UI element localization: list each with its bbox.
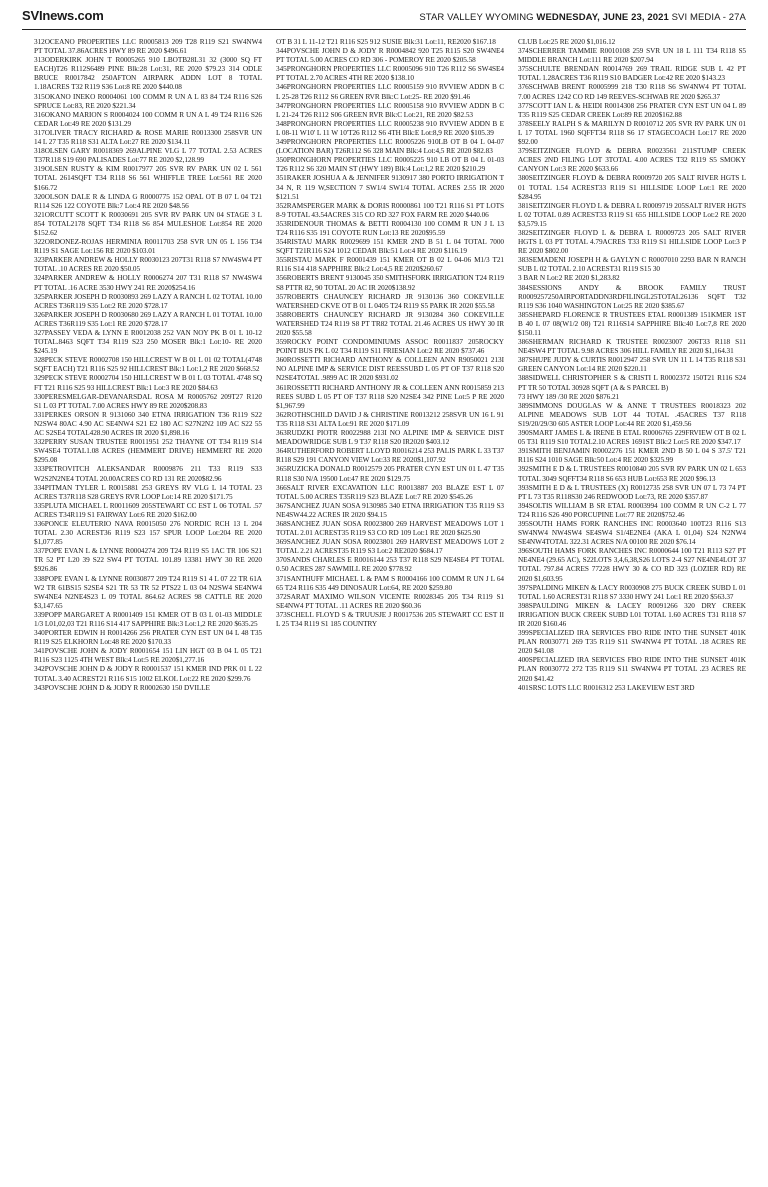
tax-listing-entry: 345PRONGHORN PROPERTIES LLC R0005096 910 T26 R112 S6 SW4SE4 PT TOTAL 2.70 ACRES 4TH RE 2020 $138.10 <box>276 65 504 83</box>
tax-listing-entry: 312OCEANO PROPERTIES LLC R0005813 209 T28 R119 S21 SW4NW4 PT TOTAL 37.86ACRES HWY 89 RE 2020 $496.61 <box>34 38 262 56</box>
tax-listing-entry: 368SANCHEZ JUAN SOSA R0023800 269 HARVEST MEADOWS LOT 1 TOTAL 2.01 ACREST35 R119 S3 CO RD 109 Lot:1 RE 2020 $625.90 <box>276 519 504 538</box>
tax-listing-entry: 328PECK STEVE R0002708 150 HILLCREST W B 01 L 01 02 TOTAL(4748 SQFT EACH) T21 R116 S25 92 HILLCREST Blk:1 Lot:1,2 RE 2020 $668.52 <box>34 356 262 374</box>
tax-listing-entry: 329PECK STEVE R0002704 150 HILLCREST W B 01 L 03 TOTAL 4748 SQ FT T21 R116 S25 93 HILLCREST Blk:1 Lot:3 RE 2020 $84.63 <box>34 374 262 392</box>
tax-listing-entry: 351RAKER JOSHUA A & JENNIFER 9130917 380 PORTO IRRIGATION T 34 N, R 119 W,SECTION 7 SW1/4 SW1/4 TOTAL ACRES 2.55 IR 2020 $121.51 <box>276 174 504 201</box>
tax-listing-entry: 371SANTHUFF MICHAEL L & PAM S R0004166 100 COMM R UN J L 64 65 T24 R116 S35 449 DINOSAUR Lot:64, RE 2020 $259.80 <box>276 574 504 592</box>
tax-listing-entry: 319OLSEN RUSTY & KIM R0017977 205 SVR RV PARK UN 02 L 561 TOTAL 2614SQFT T34 R118 S6 561 WHIFFLE TREE Lot:561 RE 2020 $166.72 <box>34 165 262 192</box>
tax-listing-entry: 390SMART JAMES L & IRENE B ETAL R0006765 229FRVIEW OT B 02 L 05 T31 R119 S10 TOTAL2.10 ACRES 1691ST Blk:2 Lot:5 RE 2020 $347.17 <box>518 429 746 447</box>
tax-listing-entry: 337POPE EVAN L & LYNNE R0004274 209 T24 R119 S5 1AC TR 106 S21 TR 52 PT L20 39 S22 SW4 PT TOTAL 101.89 13381 HWY 30 RE 2020 $926.86 <box>34 547 262 574</box>
tax-listing-entry: 379SEITZINGER FLOYD & DEBRA R0023561 211STUMP CREEK ACRES 2ND FILING LOT 3TOTAL 4.00 ACRES T32 R119 S5 SMOKY CANYON Lot:3 RE 2020 $633.66 <box>518 147 746 174</box>
tax-listing-entry: 323PARKER ANDREW & HOLLY R0030123 207T31 R118 S7 NW4SW4 PT TOTAL .10 ACRES RE 2020 $50.05 <box>34 256 262 274</box>
tax-listing-entry: 366SALT RIVER EXCAVATION LLC R0013887 203 BLAZE EST L 07 TOTAL 5.00 ACRES T35R119 S23 BLAZE Lot:7 RE 2020 $545.26 <box>276 483 504 501</box>
tax-listing-entry: 332PERRY SUSAN TRUSTEE R0011951 252 THAYNE OT T34 R119 S14 SW4SE4 TOTAL1.08 ACRES (HEMMERT DRIVE) HEMMERT RE 2020 $295.08 <box>34 438 262 465</box>
tax-listing-entry: 360ROSSETTI RICHARD ANTHONY & COLLEEN ANN R9050021 213I NO ALPINE IMP & SERVICE DIST REESSUBD L 05 PT OF T37 R118 S20 N2SE4TOTAL .9899 AC IR 2020 $931.02 <box>276 356 504 383</box>
tax-listing-entry: 372SARAT MAXIMO WILSON VICENTE R0028345 205 T34 R119 S1 SE4NW4 PT TOTAL .11 ACRES RE 2020 $60.36 <box>276 592 504 610</box>
tax-listing-entry: 375SCHULTE BRENDAN R0014769 269 TRAIL RIDGE SUB L 42 PT TOTAL 1.28ACRES T36 R119 S10 BADGER Lot:42 RE 2020 $143.23 <box>518 65 746 83</box>
tax-listing-entry: 333PETROVITCH ALEKSANDAR R0009876 211 T33 R119 S33 W2S2N2NE4 TOTAL 20.00ACRES CO RD 131 RE 2020$82.96 <box>34 465 262 483</box>
tax-listing-entry: 385SHEPARD FLORENCE R TRUSTEES ETAL R0001389 151KMER 1ST B 40 L 07 08(W1/2 08) T21 R116S14 SAPPHIRE Blk:40 Lot:7,8 RE 2020 $150.11 <box>518 310 746 337</box>
tax-listing-entry: 383SEMADENI JOSEPH H & GAYLYN C R0007010 2293 BAR N RANCH SUB L 02 TOTAL 2.10 ACREST31 R119 S15 30 <box>518 256 746 274</box>
tax-listing-entry: 357ROBERTS CHAUNCEY RICHARD JR 9130136 360 COKEVILLE WATERSHED CKVE OT B 01 L 0405 T24 R119 S5 PARK IR 2020 $55.58 <box>276 292 504 310</box>
tax-listing-entry: 354RISTAU MARK R0029699 151 KMER 2ND B 51 L 04 TOTAL 7000 SQFT T21R116 S24 1012 CEDAR Blk:51 Lot:4 RE 2020 $116.19 <box>276 238 504 256</box>
tax-listing-entry: 400SPECIALIZED IRA SERVICES FBO RIDE INTO THE SUNSET 401K PLAN R0030772 272 T35 R119 S11 SW4NW4 PT TOTAL .23 ACRES RE 2020 $41.42 <box>518 656 746 683</box>
tax-listing-entry: OT B 31 L 11-12 T21 R116 S25 912 SUSIE Blk:31 Lot:11, RE2020 $167.18 <box>276 38 496 46</box>
tax-listing-entry: 342POVSCHE JOHN D & JODY R R0001537 151 KMER IND PRK 01 L 22 TOTAL 3.40 ACREST21 R116 S15 1002 ELKOL Lot:22 RE 2020 $299.76 <box>34 665 262 683</box>
tax-listing-entry: 380SEITZINGER FLOYD & DEBRA R0009720 205 SALT RIVER HGTS L 01 TOTAL 1.54 ACREST33 R119 S1 HILLSIDE LOOP Lot:1 RE 2020 $284.95 <box>518 174 746 201</box>
tax-listing-entry: 361ROSSETTI RICHARD ANTHONY JR & COLLEEN ANN R0015859 213 REES SUBD L 05 PT OF T37 R118 S20 N2SE4 342 PINE Lot:5 P RE 2020 $1,967.99 <box>276 383 504 410</box>
tax-listing-entry: 318OLSEN GARY R0018369 269ALPINE VLG L 77 TOTAL 2.53 ACRES T37R118 S19 690 PALISADES Lot:77 RE 2020 $2,128.99 <box>34 147 262 165</box>
tax-listing-entry: 338POPE EVAN L & LYNNE R0030877 209 T24 R119 S1 4 L 07 22 TR 61A W2 TR 61BS15 S2SE4 S21 TR 53 TR 52 PTS22 L 03 04 N2SW4 SE4NW4 SW4NE4 N2NE4S23 L 09 TOTAL 864.62 ACRES 98 CATTLE RE 2020 $3,147.65 <box>34 574 262 610</box>
tax-listing-entry: 374SCHERRER TAMMIE R0010108 259 SVR UN 18 L 111 T34 R118 S5 MIDDLE BRANCH Lot:111 RE 2020 $207.94 <box>518 47 746 65</box>
page-folio <box>419 12 746 23</box>
tax-listing-entry: 3 BAR N Lot:2 RE 2020 $1,283.82 <box>518 274 620 283</box>
tax-listing-entry: 399SPECIALIZED IRA SERVICES FBO RIDE INTO THE SUNSET 401K PLAN R0030771 269 T35 R119 S11 SW4NW4 PT TOTAL .18 ACRES RE 2020 $41.08 <box>518 629 746 656</box>
tax-listing-entry: 381SEITZINGER FLOYD L & DEBRA L R0009719 205SALT RIVER HGTS L 02 TOTAL 0.89 ACREST33 R119 S1 655 HILLSIDE LOOP Lot:2 RE 2020 $3,579.15 <box>518 201 746 228</box>
tax-listing-entry: 339POPP MARGARET A R0001409 151 KMER OT B 03 L 01-03 MIDDLE 1/3 L01,02,03 T21 R116 S14 417 SAPPHIRE Blk:3 Lot:1,2 RE 2020 $635.25 <box>34 610 262 628</box>
tax-listing-entry: 358ROBERTS CHAUNCEY RICHARD JR 9130284 360 COKEVILLE WATERSHED T24 R119 S8 PT TR82 TOTAL 21.46 ACRES US HWY 30 IR 2020 $55.58 <box>276 310 504 337</box>
tax-listing-entry: 397SPALDING MIKEN & LACY R0030908 275 BUCK CREEK SUBD L 01 TOTAL 1.60 ACREST31 R118 S7 3330 HWY 241 Lot:1 RE 2020 $563.37 <box>518 583 746 601</box>
tax-listing-entry: 324PARKER ANDREW & HOLLY R0006274 207 T31 R118 S7 NW4SW4 PT TOTAL .16 ACRE 3530 HWY 241 RE 2020$254.16 <box>34 274 262 292</box>
tax-listing-entry: 349PRONGHORN PROPERTIES LLC R0005226 910LB OT B 04 L 04-07 (LOCATION BAR) T26R112 S6 328 MAIN Blk:4 Lot:4,5 RE 2020 $82.83 <box>276 138 504 156</box>
tax-listing-entry: 396SOUTH HAMS FORK RANCHES INC R0000644 100 T21 R113 S27 PT NE4NE4 (29.65 AC), S22LOTS 3,4,6,38,S26 LOTS 2-4 S27 NE4NE4LOT 37 TOTAL 797.84 ACRES 77228 HWY 30 & CO RD 323 (LOZIER RD) RE 2020 $1,603.95 <box>518 547 746 583</box>
tax-listing-entry: 378SEELY RALPH S & MARILYN D R0010712 205 SVR RV PARK UN 01 L 17 TOTAL 1960 SQFFT34 R118 S6 17 STAGECOACH Lot:17 RE 2020 $92.00 <box>518 119 746 147</box>
tax-listing-entry: 370SANDS CHARLES E R0016144 253 T37 R118 S29 NE4SE4 PT TOTAL 0.50 ACRES 287 SAWMILL RE 2020 $778.92 <box>276 556 504 574</box>
tax-listing-entry: 346PRONGHORN PROPERTIES LLC R0005159 910 RVVIEW ADDN B C L 25-28 T26 R112 S6 GREEN RVR Blk:C Lot:25- RE 2020 $91.46 <box>276 83 504 101</box>
tax-listing-entry: 336PONCE ELEUTERIO NAVA R0015050 276 NORDIC RCH 13 L 204 TOTAL 2.30 ACREST36 R119 S23 157 SPUR LOOP Lot:204 RE 2020 $1,077.85 <box>34 519 262 547</box>
tax-listing-entry: 363RUDZKI PIOTR R0022988 213I NO ALPINE IMP & SERVICE DIST MEADOWRIDGE SUB L 9 T37 R118 S20 IR2020 $403.12 <box>276 429 504 447</box>
tax-listing-entry: 343POVSCHE JOHN D & JODY R R0002630 150 DVILLE <box>34 683 210 692</box>
tax-listing-entry: 367SANCHEZ JUAN SOSA 9130985 340 ETNA IRRIGATION T35 R119 S3 NE4SW44.22 ACRES IR 2020 $94.15 <box>276 501 504 519</box>
tax-listing-entry: 326PARKER JOSEPH D R0030680 269 LAZY A RANCH L 01 TOTAL 10.00 ACRES T36R119 S35 Lot:1 RE 2020 $728.17 <box>34 310 262 328</box>
issue-date: WEDNESDAY, JUNE 23, 2021 <box>536 12 669 23</box>
tax-listing-entry: 365RUZICKA DONALD R0012579 205 PRATER CYN EST UN 01 L 47 T35 R118 S30 N/A 19500 Lot:47 RE 2020 $129.75 <box>276 465 504 483</box>
tax-listing-entry: 386SHERMAN RICHARD K TRUSTEE R0023007 206T33 R118 S11 NE4SW4 PT TOTAL 9.98 ACRES 306 HILL FAMILY RE 2020 $1,164.31 <box>518 338 746 356</box>
tax-listing-entry: 394SOLTIS WILLIAM B SR ETAL R0003994 100 COMM R UN C-2 L 77 T24 R116 S26 490 PORCUPINE Lot:77 RE 2020$752.46 <box>518 501 746 519</box>
tax-listing-entry: 330PERESMELGAR-DEVANARSDAL ROSA M R0005762 209T27 R120 S1 L 03 PT TOTAL 7.00 ACRES HWY 89 RE 2020$208.83 <box>34 392 262 410</box>
tax-listing-entry: 350PRONGHORN PROPERTIES LLC R0005225 910 LB OT B 04 L 01-03 T26 R112 S6 320 MAIN ST (HWY 189) Blk:4 Lot:1,2 RE 2020 $210.29 <box>276 156 504 174</box>
tax-listing-entry: 341POVSCHE JOHN & JODY R0001654 151 LIN HGT 03 B 04 L 05 T21 R116 S23 1125 4TH WEST Blk:4 Lot:5 RE 2020$1,277.16 <box>34 647 262 665</box>
tax-listing-entry: 401SRSC LOTS LLC R0016312 253 LAKEVIEW EST 3RD <box>518 683 695 692</box>
tax-listing-entry: 313ODERKIRK JOHN T R0005265 910 LBOTB28L31 32 (3000 SQ FT EACH)T26 R112S6489 PINE Blk:28 Lot:31, RE 2020 $79.23 314 ODLE BRUCE R0017842 250AFTON AIRPARK ADDN LOT 8 TOTAL 1.18ACRES T32 R119 S36 Lot:8 RE 2020 $440.08 <box>34 56 262 92</box>
site-name[interactable]: SVInews.com <box>22 8 104 23</box>
tax-listing-entry: 320OLSON DALE R & LINDA G R0000775 152 OPAL OT B 07 L 04 T21 R114 S26 122 COYOTE Blk:7 Lot:4 RE 2020 $48.56 <box>34 192 262 210</box>
tax-listing-entry: CLUB Lot:25 RE 2020 $1,016.12 <box>518 38 616 46</box>
tax-listing-entry: 392SMITH E D & L TRUSTEES R0010840 205 SVR RV PARK UN 02 L 653 TOTAL 3049 SQFFT34 R118 S6 653 HUB Lot:653 RE 2020 $96.13 <box>518 465 746 483</box>
section-label: SVI MEDIA - 27A <box>671 12 746 23</box>
tax-listing-entry: 376SCHWAB BRENT R0005999 218 T30 R118 S6 SW4NW4 PT TOTAL 7.00 ACRES 1242 CO RD 149 REEVES-SCHWAB RE 2020 $265.37 <box>518 83 746 101</box>
tax-listing-entry: 317OLIVER TRACY RICHARD & ROSE MARIE R0013300 258SVR UN 14 L 27 T35 R118 S31 ALTA Lot:27 RE 2020 $134.11 <box>34 128 262 147</box>
tax-listing-entry: 356ROBERTS BRENT 9130045 350 SMITHSFORK IRRIGATION T24 R119 S8 PTTR 82, 90 TOTAL 20 AC IR 2020$138.92 <box>276 274 504 292</box>
tax-listing-entry: 382SEITZINGER FLOYD L & DEBRA L R0009723 205 SALT RIVER HGTS L 03 PT TOTAL 4.79ACRES T33 R119 S1 HILLSIDE LOOP Lot:3 P RE 2020 $802.00 <box>518 228 746 256</box>
tax-listing-entry: 325PARKER JOSEPH D R0030893 269 LAZY A RANCH L 02 TOTAL 10.00 ACRES T36R119 S35 Lot:2 RE 2020 $728.17 <box>34 292 262 310</box>
tax-listing-entry: 334PITMAN TYLER L R0015881 253 GREYS RV VLG L 14 TOTAL 23 ACRES T37R118 S28 GREYS RVR LOOP Lot:14 RE 2020 $171.75 <box>34 483 262 501</box>
tax-listing-entry: 384SESSIONS ANDY & BROOK FAMILY TRUST R0009257250AIRPORTADDN3RDFILINGL25TOTAL26136 SQFT T32 R119 S36 1040 WASHINGTON Lot:25 RE 2020 $385.67 <box>518 283 746 310</box>
tax-listing-entry: 331PERKES ORSON R 9131060 340 ETNA IRRIGATION T36 R119 S22 N2SW4 80AC 4.90 AC SE4NW4 S21 E2 180 AC S27N2N2 109 AC S22 55 AC S2SE4 TOTAL428.90 ACRES IR 2020 $1,898.16 <box>34 410 262 438</box>
tax-listing-entry: 348PRONGHORN PROPERTIES LLC R0005238 910 RVVIEW ADDN B E L 08-11 W10' L 11 W 10'T26 R112 S6 4TH Blk:E Lot:8,9 RE 2020 $105.39 <box>276 119 504 137</box>
legal-notice-columns <box>34 38 746 1183</box>
region-label: STAR VALLEY WYOMING <box>419 12 534 23</box>
tax-listing-entry: 340PORTER EDWIN H R0014266 256 PRATER CYN EST UN 04 L 48 T35 R119 S25 ELKHORN Lot:48 RE 2020 $170.33 <box>34 629 262 647</box>
tax-listing-entry: 364RUTHERFORD ROBERT LLOYD R0016214 253 PALIS PARK L 33 T37 R118 S29 191 CANYON VIEW Lot:33 RE 2020$1,107.92 <box>276 447 504 465</box>
tax-listing-entry: 316OKANO MARION S R0004024 100 COMM R UN A L 49 T24 R116 S26 CEDAR Lot:49 RE 2020 $131.29 <box>34 110 262 128</box>
column-2 <box>276 38 504 1183</box>
tax-listing-entry: 387SHUPE JUDY & CURTIS R0012947 258 SVR UN 11 L 14 T35 R118 S31 GREEN CANYON Lot:14 RE 2020 $220.11 <box>518 356 746 374</box>
tax-listing-entry: 359ROCKY POINT CONDOMINIUMS ASSOC R0011837 205ROCKY POINT BUS PK L 02 T34 R119 S11 FRIESIAN Lot:2 RE 2020 $737.46 <box>276 338 504 356</box>
column-1 <box>34 38 262 1183</box>
tax-listing-entry: 377SCOTT IAN L & HEIDI R0014308 256 PRATER CYN EST UN 04 L 89 T35 R119 S25 CEDAR CREEK Lot:89 RE 2020$162.88 <box>518 101 746 119</box>
tax-listing-entry: 373SCHELL FLOYD S & TRUUSJE J R0017536 205 STEWART CC EST II L 25 T34 R119 S1 185 COUNTRY <box>276 610 504 628</box>
tax-listing-entry: 344POVSCHE JOHN D & JODY R R0004842 920 T25 R115 S20 SW4NE4 PT TOTAL 5.00 ACRES CO RD 306 - POMEROY RE 2020 $205.58 <box>276 47 504 65</box>
tax-listing-entry: 327PASSEY VEDA & LYNN E R0012038 252 VAN NOY PK B 01 L 10-12 TOTAL.8463 SQFT T34 R119 S23 250 MOSER Blk:1 Lot:10- RE 2020 $245.19 <box>34 329 262 356</box>
tax-listing-entry: 352RAMSPERGER MARK & DORIS R0000861 100 T21 R116 S1 PT LOTS 8-9 TOTAL 43.54ACRES 315 CO RD 327 FOX FARM RE 2020 $440.06 <box>276 201 504 219</box>
tax-listing-entry: 389SIMMONS DOUGLAS W & ANNE T TRUSTEES R0018323 202 ALPINE MEADOWS SUB LOT 44 TOTAL .45ACRES T37 R118 S19/20/29/30 605 ASTER LOOP Lot:44 RE 2020 $1,459.56 <box>518 401 746 428</box>
tax-listing-entry: 322ORDONEZ-ROJAS HERMINIA R0011703 258 SVR UN 05 L 156 T34 R119 S1 SAGE Lot:156 RE 2020 $103.01 <box>34 238 262 256</box>
tax-listing-entry: 355RISTAU MARK F R0001439 151 KMER OT B 02 L 04-06 M1/3 T21 R116 S14 418 SAPPHIRE Blk:2 Lot:4,5 RE 2020$260.67 <box>276 256 504 274</box>
tax-listing-entry: 395SOUTH HAMS FORK RANCHES INC R0003640 100T23 R116 S13 SW4NW4 NW4SW4 SE4SW4 S1/4E2NE4 (AKA L 01,04) S24 N2NW4 SE4NW4TOTAL 322.31 ACRES N/A 00100 RE 2020 $76.14 <box>518 519 746 547</box>
tax-listing-entry: 398SPAULDING MIKEN & LACEY R0091266 320 DRY CREEK IRRIGATION BUCK CREEK SUBD L01 TOTAL 1.60 ACRES T31 R118 S7 IR 2020 $160.46 <box>518 601 746 628</box>
tax-listing-entry: 73 HWY 189 /30 RE 2020 $876.21 <box>518 392 620 401</box>
tax-listing-entry: 335PLUTA MICHAEL L R0011609 205STEWART CC EST L 06 TOTAL .57 ACRES T34R119 S1 FAIRWAY Lot:6 RE 2020 $162.00 <box>34 501 262 519</box>
tax-listing-entry: 393SMITH E D & L TRUSTEES (X) R0012735 258 SVR UN 07 L 73 74 PT PT L 73 T35 R118S30 246 REDWOOD Lot:73, RE 2020 $357.87 <box>518 483 746 501</box>
tax-listing-entry: 369SANCHEZ JUAN SOSA R0023801 269 HARVEST MEADOWS LOT 2 TOTAL 2.21 ACREST35 R119 S3 Lot:2 RE2020 $684.17 <box>276 538 504 556</box>
tax-listing-entry: 362ROTHSCHILD DAVID J & CHRISTINE R0013212 258SVR UN 16 L 91 T35 R118 S31 ALTA Lot:91 RE 2020 $171.09 <box>276 410 504 428</box>
page-header <box>22 8 746 30</box>
tax-listing-entry: 315OKANO INEKO R0004061 100 COMM R UN A L 83 84 T24 R116 S26 SPRUCE Lot:83, RE 2020 $221.34 <box>34 92 262 110</box>
tax-listing-entry: 321ORCUTT SCOTT K R0030691 205 SVR RV PARK UN 04 STAGE 3 L 854 TOTAL2178 SQFT T34 R118 S6 854 MULESHOE Lot:854 RE 2020 $152.62 <box>34 210 262 237</box>
tax-listing-entry: 388SIDWELL CHRISTOPHER S & CRISTI L R0002372 150T21 R116 S24 PT TR 50 TOTAL 30928 SQFT (A & S PARCEL B) <box>518 374 746 392</box>
tax-listing-entry: 391SMITH BENJAMIN R0002276 151 KMER 2ND B 50 L 04 S 37.5' T21 R116 S24 1010 SAGE Blk:50 Lot:4 RE 2020 $325.99 <box>518 447 746 465</box>
column-3 <box>518 38 746 1183</box>
tax-listing-entry: 347PRONGHORN PROPERTIES LLC R0005158 910 RVVIEW ADDN B C L 21-24 T26 R112 S06 GREEN RVR Blk:C Lot:21, RE 2020 $82.53 <box>276 101 504 119</box>
tax-listing-entry: 353RIDENOUR THOMAS & BETTI R0004130 100 COMM R UN J L 13 T24 R116 S35 191 COYOTE RUN Lot:13 RE 2020$95.59 <box>276 219 504 237</box>
